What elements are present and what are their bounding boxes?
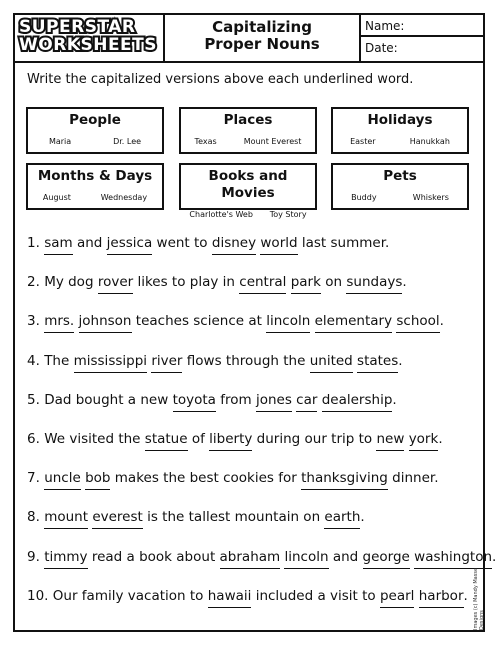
underlined-word: mississippi bbox=[74, 352, 147, 373]
underlined-word: johnson bbox=[79, 312, 132, 333]
logo-line-1: SUPERSTAR bbox=[19, 17, 136, 37]
category-title: Months & Days bbox=[37, 168, 153, 184]
sentence-number: 9. bbox=[27, 548, 40, 565]
sentence-row bbox=[27, 272, 407, 294]
underlined-word: york bbox=[409, 430, 439, 451]
underlined-word: sundays bbox=[346, 273, 402, 294]
underlined-word: george bbox=[363, 548, 410, 569]
underlined-word: rover bbox=[98, 273, 133, 294]
sentence-text: flows through the bbox=[186, 352, 306, 369]
sentence-number: 2. bbox=[27, 274, 40, 291]
worksheet-header bbox=[15, 15, 483, 63]
date-field[interactable] bbox=[361, 39, 483, 61]
sentence-text: from bbox=[220, 391, 252, 408]
sentence-text: . bbox=[398, 352, 403, 369]
sentence-row bbox=[27, 429, 443, 451]
underlined-word: new bbox=[376, 430, 404, 451]
sentence-text: during our trip to bbox=[256, 431, 373, 447]
underlined-word: washington bbox=[414, 548, 492, 569]
category-title: Pets bbox=[383, 168, 417, 184]
sentence-number: 6. bbox=[27, 431, 40, 447]
name-label: Name: bbox=[365, 19, 405, 33]
sentence-row bbox=[27, 547, 496, 569]
sentence-row bbox=[27, 507, 365, 529]
sentence-text: of bbox=[191, 431, 205, 447]
category-title: Holidays bbox=[367, 112, 433, 128]
category-title: Books and Movies bbox=[208, 168, 288, 201]
category-box bbox=[26, 163, 164, 210]
underlined-word: earth bbox=[324, 508, 360, 529]
category-example: Buddy bbox=[351, 193, 377, 202]
sentence-number: 8. bbox=[27, 509, 40, 526]
underlined-word: dealership bbox=[322, 391, 393, 412]
sentence-text: Dad bought a new bbox=[44, 391, 169, 408]
underlined-word: thanksgiving bbox=[301, 469, 388, 490]
category-box bbox=[26, 107, 164, 154]
underlined-word: united bbox=[310, 352, 353, 373]
sentence-row bbox=[27, 390, 397, 412]
category-examples bbox=[28, 137, 162, 146]
sentence-text: is the tallest mountain on bbox=[147, 509, 321, 526]
underlined-word: elementary bbox=[315, 312, 392, 333]
sentence-text: . bbox=[439, 313, 444, 330]
sentence-number: 1. bbox=[27, 235, 40, 251]
sentence-number: 10. bbox=[27, 587, 49, 604]
sentence-number: 5. bbox=[27, 391, 40, 408]
underlined-word: liberty bbox=[209, 430, 252, 451]
sentence-row bbox=[27, 468, 438, 490]
worksheet bbox=[13, 13, 497, 632]
logo-line-2: WORKSHEETS bbox=[19, 35, 158, 55]
category-title: Places bbox=[223, 112, 273, 128]
sentence-text: My dog bbox=[44, 274, 94, 291]
category-example: Whiskers bbox=[412, 193, 449, 202]
category-examples bbox=[333, 193, 467, 202]
underlined-word: hawaii bbox=[208, 587, 252, 608]
category-box bbox=[331, 107, 469, 154]
underlined-word: river bbox=[151, 352, 182, 373]
underlined-word: disney bbox=[212, 234, 256, 255]
category-examples bbox=[333, 137, 467, 146]
category-examples bbox=[28, 193, 162, 202]
underlined-word: uncle bbox=[44, 469, 81, 490]
underlined-word: toyota bbox=[173, 391, 216, 412]
worksheet-title bbox=[165, 19, 359, 53]
underlined-word: pearl bbox=[380, 587, 414, 608]
sentence-number: 4. bbox=[27, 352, 40, 369]
sentence-row bbox=[27, 351, 403, 373]
underlined-word: statue bbox=[145, 430, 188, 451]
category-example: Dr. Lee bbox=[113, 137, 142, 146]
sentence-text: went to bbox=[156, 235, 208, 251]
category-example: Maria bbox=[48, 137, 72, 146]
sentence-number: 3. bbox=[27, 313, 40, 330]
underlined-word: mount bbox=[44, 508, 88, 529]
category-example: Easter bbox=[350, 137, 376, 146]
category-example: August bbox=[42, 193, 71, 202]
sentence-text: . bbox=[392, 391, 397, 408]
sentence-text: Our family vacation to bbox=[52, 587, 204, 604]
category-example: Hanukkah bbox=[409, 137, 450, 146]
underlined-word: sam bbox=[44, 234, 72, 255]
category-example: Mount Everest bbox=[243, 137, 302, 146]
sentence-text: . bbox=[360, 509, 365, 526]
underlined-word: central bbox=[239, 273, 286, 294]
underlined-word: lincoln bbox=[284, 548, 328, 569]
underlined-word: car bbox=[296, 391, 317, 412]
underlined-word: school bbox=[396, 312, 439, 333]
underlined-word: park bbox=[291, 273, 321, 294]
underlined-word: mrs. bbox=[44, 312, 74, 333]
underlined-word: jessica bbox=[107, 234, 153, 255]
name-field[interactable] bbox=[361, 15, 483, 37]
underlined-word: harbor bbox=[419, 587, 464, 608]
category-box bbox=[179, 107, 317, 154]
underlined-word: jones bbox=[256, 391, 292, 412]
underlined-word: everest bbox=[92, 508, 143, 529]
sentence-text: dinner. bbox=[392, 470, 439, 487]
sentence-row bbox=[27, 233, 389, 255]
category-examples bbox=[181, 210, 315, 219]
sentence-text: last summer. bbox=[301, 235, 390, 251]
sentence-text: read a book about bbox=[91, 548, 216, 565]
sentence-text: . bbox=[402, 274, 407, 291]
sentence-number: 7. bbox=[27, 470, 40, 487]
title-line-2: Proper Nouns bbox=[204, 35, 320, 53]
category-example: Wednesday bbox=[100, 193, 148, 202]
sentence-text: . bbox=[463, 587, 468, 604]
sentence-text: makes the best cookies for bbox=[114, 470, 297, 487]
underlined-word: states bbox=[357, 352, 398, 373]
image-credit: Images (c) Mandy Masse Designs bbox=[473, 567, 485, 630]
underlined-word: timmy bbox=[44, 548, 87, 569]
title-line-1: Capitalizing bbox=[212, 18, 312, 36]
underlined-word: bob bbox=[85, 469, 110, 490]
category-example: Texas bbox=[194, 137, 217, 146]
underlined-word: abraham bbox=[220, 548, 281, 569]
sentence-text: We visited the bbox=[44, 431, 141, 447]
category-box bbox=[179, 163, 317, 219]
sentence-row bbox=[27, 311, 444, 333]
instructions-text: Write the capitalized versions above each underlined word. bbox=[27, 72, 414, 87]
date-label: Date: bbox=[365, 41, 398, 55]
category-title: People bbox=[69, 112, 121, 128]
sentence-text: teaches science at bbox=[135, 313, 262, 330]
sentence-text: likes to play in bbox=[137, 274, 235, 291]
sentence-text: and bbox=[332, 548, 359, 565]
sentence-text: . bbox=[438, 431, 443, 447]
category-example: Toy Story bbox=[269, 210, 307, 219]
sentence-text: and bbox=[76, 235, 103, 251]
category-box bbox=[331, 163, 469, 210]
sentence-text: on bbox=[325, 274, 343, 291]
sentence-text: . bbox=[492, 548, 497, 565]
sentence-text: The bbox=[44, 352, 70, 369]
category-example: Charlotte's Web bbox=[189, 210, 253, 219]
sentence-row bbox=[27, 586, 468, 608]
sentence-text: included a visit to bbox=[255, 587, 376, 604]
underlined-word: world bbox=[260, 234, 297, 255]
category-examples bbox=[181, 137, 315, 146]
underlined-word: lincoln bbox=[266, 312, 310, 333]
superstar-worksheets-logo bbox=[19, 18, 157, 58]
